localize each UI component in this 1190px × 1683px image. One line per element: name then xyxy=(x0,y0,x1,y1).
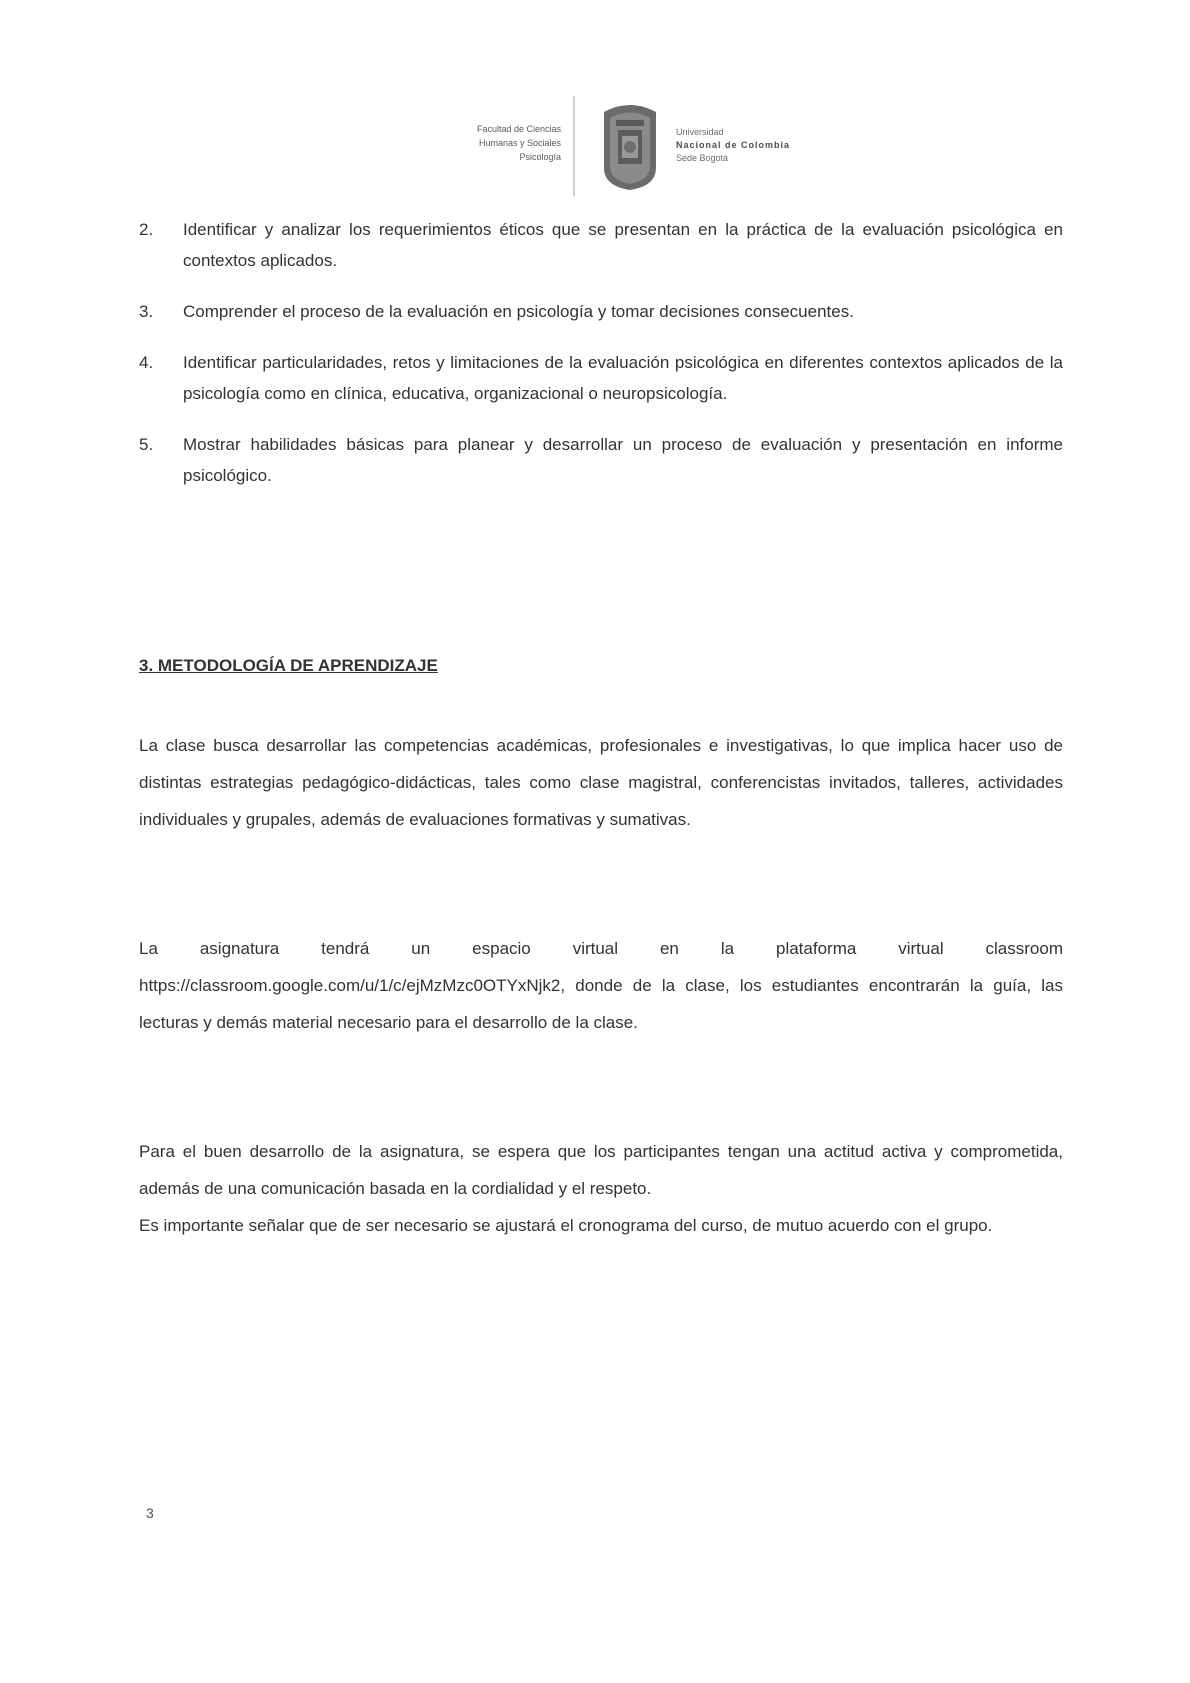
list-text: Identificar particularidades, retos y limitaciones de la evaluación psicológica en diferentes contextos aplicados de la psicología como en clínica, educativa, organizacional o neuropsicología. xyxy=(183,353,1063,403)
list-item xyxy=(139,214,1063,276)
list-item xyxy=(139,347,1063,409)
university-name xyxy=(676,126,826,165)
list-number: 5. xyxy=(139,435,154,454)
section-heading: 3. METODOLOGÍA DE APRENDIZAJE xyxy=(139,656,438,675)
faculty-line: Facultad de Ciencias xyxy=(476,124,561,134)
body-paragraph: Para el buen desarrollo de la asignatura, se espera que los participantes tengan una actitud activa y comprometida, además de una comunicación basada en la cordialidad y el respeto. Es importante señalar que de ser necesario se ajustará el cronograma del curso, de mutuo acuerdo con el grupo. xyxy=(139,1142,1063,1235)
list-number: 3. xyxy=(139,302,154,321)
university-line: Nacional de Colombia xyxy=(676,140,791,150)
page-number: 3 xyxy=(146,1505,154,1521)
body-paragraph: La clase busca desarrollar las competencias académicas, profesionales e investigativas, lo que implica hacer uso de distintas estrategias pedagógico-didácticas, tales como clase magistral, conferencistas invitados, talleres, actividades individuales y grupales, además de evaluaciones formativas y sumativas. xyxy=(139,736,1063,829)
list-text: Identificar y analizar los requerimientos éticos que se presentan en la práctica de la evaluación psicológica en contextos aplicados. xyxy=(183,220,1063,270)
faculty-line: Psicología xyxy=(519,152,561,162)
header-divider xyxy=(573,96,575,196)
list-item xyxy=(139,296,1063,327)
faculty-name xyxy=(376,122,561,164)
university-seal-icon xyxy=(598,98,662,192)
list-number: 2. xyxy=(139,220,154,239)
list-text: Mostrar habilidades básicas para planear y desarrollar un proceso de evaluación y presentación en informe psicológico. xyxy=(183,435,1063,485)
list-item xyxy=(139,429,1063,491)
list-number: 4. xyxy=(139,353,154,372)
document-header xyxy=(376,92,831,202)
list-text: Comprender el proceso de la evaluación en psicología y tomar decisiones consecuentes. xyxy=(183,302,854,321)
objectives-list xyxy=(139,214,1063,511)
body-paragraph: La asignatura tendrá un espacio virtual en la plataforma virtual classroom https://classroom.google.com/u/1/c/ejMzMzc0OTYxNjk2, donde de la clase, los estudiantes encontrarán la guía, las lecturas y demás material necesario para el desarrollo de la clase. xyxy=(139,939,1063,1032)
faculty-line: Humanas y Sociales xyxy=(478,138,561,148)
university-line: Universidad xyxy=(676,127,724,137)
university-line: Sede Bogotá xyxy=(676,153,729,163)
